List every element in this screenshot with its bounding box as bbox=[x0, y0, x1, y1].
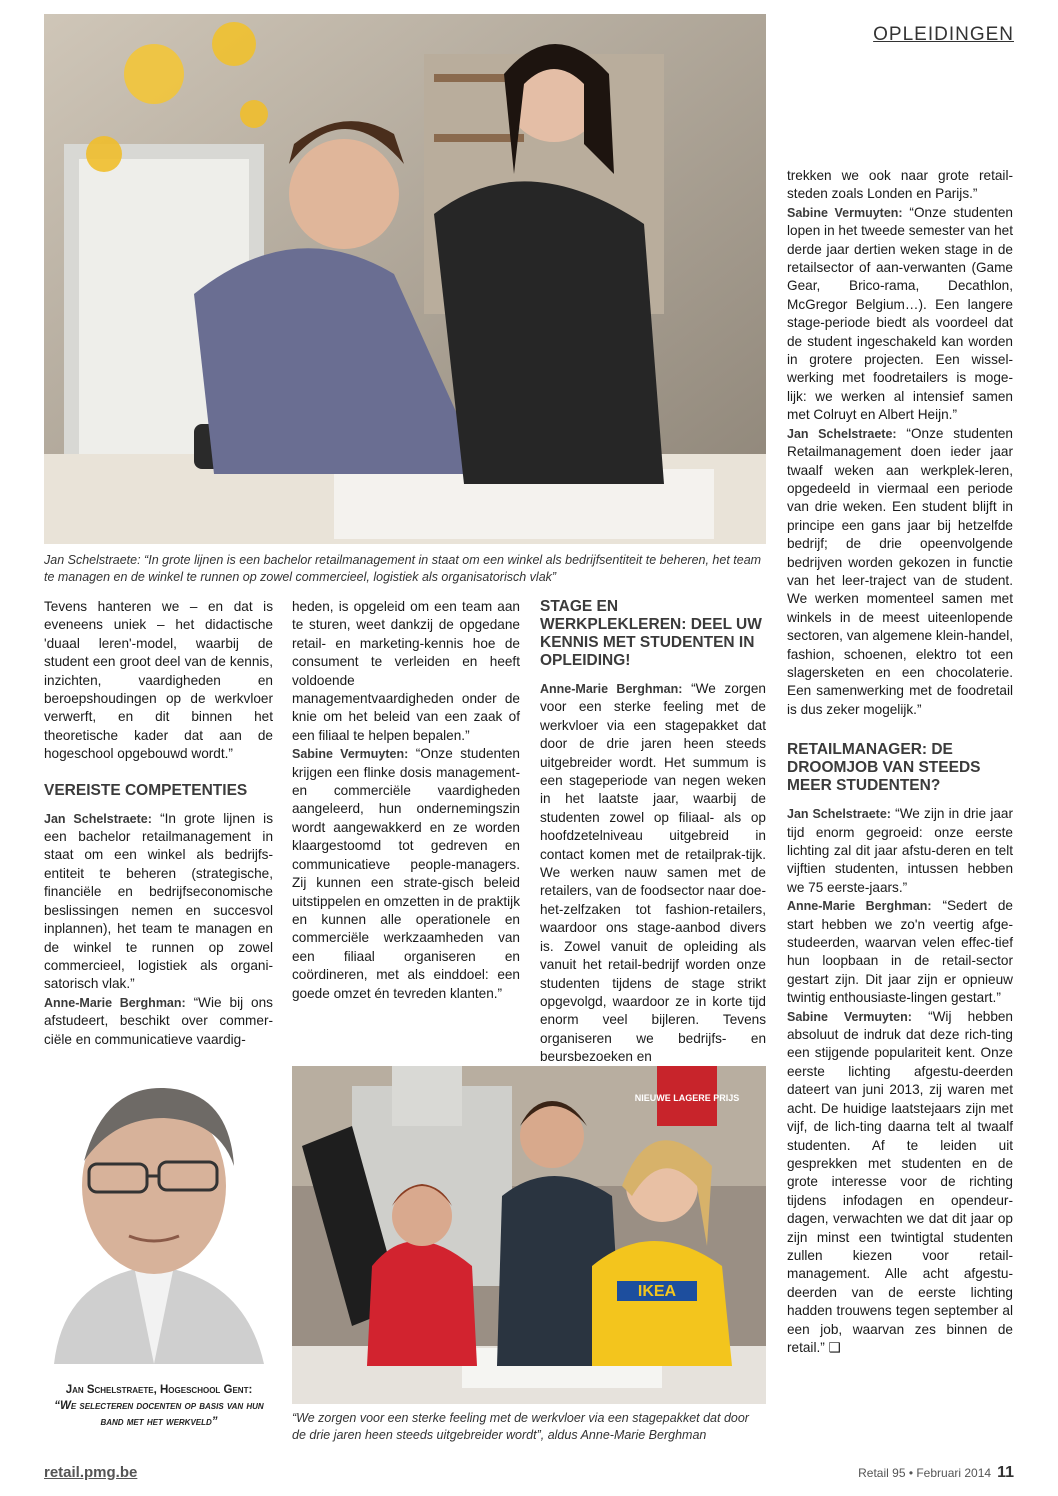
bottom-photo-caption: “We zorgen voor een sterke feeling met de werkvloer via een stagepakket dat door de drie jaren heen steeds uitgebreider wordt”, aldus Anne-Marie Berghman bbox=[292, 1411, 749, 1442]
quote-text: “Sedert de start hebben we zo'n veertig afge-studeerden, waarvan velen effec-tief hun loopbaan in de retail-sector gestart zijn. Dit jaar zijn er opnieuw twintig enthousiaste-lingen gestart.” bbox=[787, 898, 1013, 1006]
col4-paragraph-5 bbox=[787, 897, 1013, 1007]
store-sign-text: NIEUWE LAGERE PRIJS bbox=[634, 1093, 740, 1103]
speaker-name: Anne-Marie Berghman: bbox=[540, 682, 683, 696]
col3-paragraph-1 bbox=[540, 680, 766, 1067]
speaker-name: Sabine Vermuyten: bbox=[292, 747, 409, 762]
quote-text: “In grote lijnen is een bachelor retailmanagement in staat om een winkel als bedrijfs-entiteit te beheren (strategische, financiële en bedrijfseconomische beslissingen nemen en succesvol inplannen), het team te managen en de winkel te runnen op zowel commercieel, logistiek als organi-satorisch vlak.” bbox=[44, 810, 273, 992]
speaker-name: Sabine Vermuyten: bbox=[787, 1009, 912, 1024]
col4-paragraph-6 bbox=[787, 1008, 1013, 1358]
ikea-logo-text: IKEA bbox=[637, 1283, 677, 1300]
col4-paragraph-3 bbox=[787, 425, 1013, 720]
column-1 bbox=[44, 598, 273, 1049]
quote-text: “Onze studenten lopen in het tweede semester van het derde jaar dertien weken stage in de retailsector of aan-verwanten (Game Gear, Brico-rama, Decathlon, McGregor Belgium…). Een langere stage-periode biedt als voordeel dat de student ingeschakeld kan worden in grotere projecten. Een wissel-werking met foodretailers is moge-lijk: we werken al intensief samen met Colruyt en Albert Heijn.” bbox=[787, 204, 1013, 423]
store-visit-image bbox=[292, 1066, 766, 1404]
col1-paragraph-2 bbox=[44, 810, 273, 994]
students-at-computer-image bbox=[44, 14, 766, 544]
column-4 bbox=[787, 167, 1013, 1357]
portrait-caption-name: Jan Schelstraete, Hogeschool Gent: bbox=[65, 1384, 253, 1396]
speaker-name: Jan Schelstraete: bbox=[44, 811, 152, 826]
top-photo-caption: Jan Schelstraete: “In grote lijnen is een bachelor retailmanagement in staat om een winkel als bedrijfsentiteit te beheren, het team te managen en de winkel te runnen op zowel commercieel, logistiek als organisatorisch vlak” bbox=[44, 553, 762, 584]
column-2 bbox=[292, 598, 520, 1003]
col4-paragraph-2 bbox=[787, 204, 1013, 425]
col2-paragraph-1: heden, is opgeleid om een team aan te sturen, weet dankzij de opgedane retail- en marketing-kennis hoe de consument te verleiden en heeft voldoende managementvaardigheden onder de knie om het beleid van een zaak of een filiaal te helpen bepalen.” bbox=[292, 599, 520, 743]
quote-text: “We zijn in drie jaar tijd enorm gegroeid: onze eerste lichting zal dit jaar afstu-deren en telt vijftien studenten, intussen hebben we 75 eerste-jaars.” bbox=[787, 806, 1013, 895]
bottom-photo bbox=[292, 1066, 766, 1404]
speaker-name: Jan Schelstraete: bbox=[787, 807, 891, 822]
speaker-name: Anne-Marie Berghman: bbox=[44, 995, 186, 1010]
quote-text: “Wie bij ons afstudeert, beschikt over commer-ciële en communicatieve vaardig- bbox=[44, 994, 273, 1047]
col4-paragraph-4 bbox=[787, 805, 1013, 897]
portrait-photo bbox=[44, 1066, 272, 1364]
quote-text: “Wij hebben absoluut de indruk dat deze rich-ting een stijgende populariteit kent. Onze eerste lichting afgestu-deerden dateert van juni 2013, zij waren met acht. De huidige laatstejaars zijn met vijf, de lich-ting daarna telt al twaalf studenten. Af te leiden uit gesprekken met studenten en de grote interesse voor de richting tijdens infodagen en opendeur-dagen, verwachten we dat dit jaar op zijn minst een twintigtal studenten zullen kiezen voor retail-management. Alle acht afgestu-deerden van de eerste lichting hadden trouwens tegen september al een job, waarvan zes binnen de retail.” bbox=[787, 1008, 1013, 1355]
col1-paragraph-1: Tevens hanteren we – en dat is eveneens uniek – het didactische 'duaal leren'-model, waarbij de student een groot deel van de kennis, inzichten, vaardigheden en beroepshoudingen op de werkvloer verwerft, en dit binnen het theoretische kader dat aan de hogeschool opgebouwd wordt.” bbox=[44, 599, 273, 762]
footer-issue-info bbox=[858, 1464, 1014, 1482]
end-mark-icon: ❑ bbox=[828, 1339, 841, 1355]
speaker-name: Jan Schelstraete: bbox=[787, 426, 897, 441]
portrait-caption bbox=[44, 1382, 274, 1430]
footer-website-link[interactable]: retail.pmg.be bbox=[44, 1464, 138, 1481]
speaker-name: Sabine Vermuyten: bbox=[787, 205, 903, 220]
col1-paragraph-3 bbox=[44, 994, 273, 1049]
section-tag: OPLEIDINGEN bbox=[873, 24, 1014, 45]
quote-text: “Onze studenten Retailmanagement doen ieder jaar twaalf weken aan werkplek-leren, opgedeeld in viermaal een periode van drie weken. Een student blijft in principe een gans jaar bij hetzelfde bedrijf; de drie opeenvolgende bedrijven worden gekozen in functie van het leer-traject van de student. We werken momenteel samen met winkels in de meest uiteenlopende sectoren, van algemene klein-handel, fashion, schoenen, elektro tot een slagersketen en een chocolaterie. Een samenwerking met de foodretail is dus zeker mogelijk.” bbox=[787, 425, 1013, 717]
speaker-name: Anne-Marie Berghman: bbox=[787, 899, 932, 914]
col4-paragraph-1: trekken we ook naar grote retail-steden zoals Londen en Parijs.” bbox=[787, 168, 1013, 202]
top-photo bbox=[44, 14, 766, 544]
quote-text: “We zorgen voor een sterke feeling met de werkvloer via een stagepakket dat door de drie jaren heen steeds uitgebreider wordt. Het summum is een stageperiode van negen weken in het laatste jaar, waarbij de studenten zowel op filiaal- als op hoofdzetelniveau uitgebreid in contact komen met de retailprak-tijk. We werken nauw samen met de retailers, van de foodsector naar doe-het-zelfzaken tot fashion-retailers, waardoor ons stage-aanbod divers is. Zowel vanuit de opleiding als vanuit het retail-bedrijf worden onze studenten tijdens de stage strikt opgevolgd, waardoor ze in korte tijd enorm veel bijleren. Tevens organiseren we bedrijfs- en beursbezoeken en bbox=[540, 681, 766, 1065]
portrait-image bbox=[44, 1066, 272, 1364]
heading-retailmanager: RETAILMANAGER: DE DROOMJOB VAN STEEDS MEER STUDENTEN? bbox=[787, 741, 981, 795]
footer-issue: Retail 95 • Februari 2014 bbox=[858, 1466, 992, 1480]
quote-text: “Onze studenten krijgen een flinke dosis management- en commerciële vaardigheden aangeleerd, hun ondernemingszin wordt aangewakkerd en ze worden klaargestoomd tot gedreven en communicatieve people-managers. Zij kunnen een strate-gisch beleid uitstippelen en omzetten in de praktijk en kunnen alle operationele en commerciële werkzaamheden van een filiaal organiseren en coördineren, met als einddoel: een goede omzet én tevreden klanten.” bbox=[292, 746, 520, 1001]
heading-stage-en-werkplekleren: STAGE EN WERKPLEKLEREN: DEEL UW KENNIS MET STUDENTEN IN OPLEIDING! bbox=[540, 598, 762, 669]
heading-vereiste-competenties: VEREISTE COMPETENTIES bbox=[44, 781, 248, 799]
column-3 bbox=[540, 598, 766, 1067]
portrait-caption-quote: “We selecteren docenten op basis van hun band met het werkveld” bbox=[54, 1400, 264, 1428]
page-number: 11 bbox=[997, 1464, 1014, 1481]
col2-paragraph-2 bbox=[292, 745, 520, 1003]
